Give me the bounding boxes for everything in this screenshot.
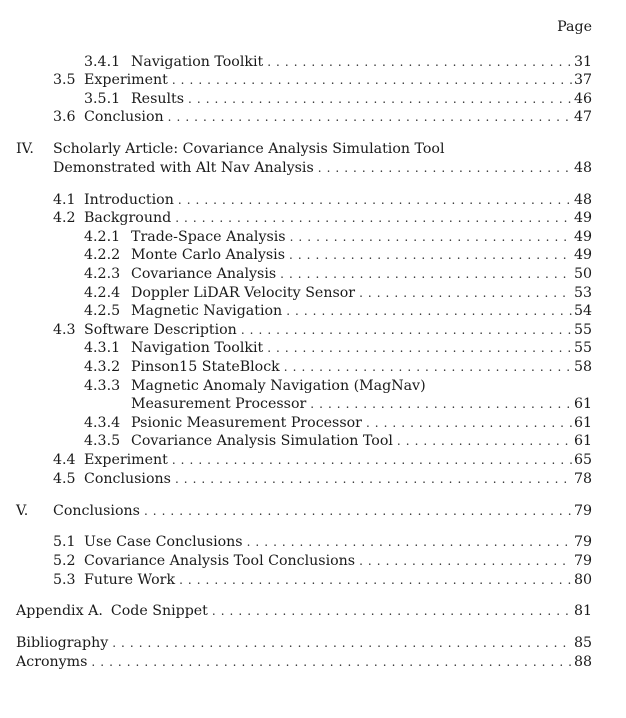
entry-page-number: 78 bbox=[573, 471, 592, 487]
entry-title: Pinson15 StateBlock bbox=[131, 359, 280, 375]
appendix-label: Appendix A. bbox=[16, 603, 103, 619]
toc-entry-4-3-2[interactable] bbox=[84, 358, 592, 377]
chapter-title: Conclusions bbox=[53, 503, 140, 519]
page-column-header: Page bbox=[557, 19, 592, 35]
entry-number: 3.6 bbox=[53, 109, 76, 125]
entry-number: 4.1 bbox=[53, 192, 76, 208]
entry-page-number: 47 bbox=[573, 109, 592, 125]
entry-title: Trade-Space Analysis bbox=[131, 229, 286, 245]
dot-leader bbox=[286, 302, 572, 321]
chapter-title-line1: Scholarly Article: Covariance Analysis Simulation Tool bbox=[53, 141, 445, 157]
entry-page-number: 85 bbox=[573, 635, 592, 651]
entry-number: 5.1 bbox=[53, 534, 76, 550]
toc-appendix-a[interactable] bbox=[16, 602, 592, 621]
entry-title-line1: Magnetic Anomaly Navigation (MagNav) bbox=[131, 378, 426, 394]
entry-number: 4.3 bbox=[53, 322, 76, 338]
toc-entry-3-4-1[interactable] bbox=[84, 53, 592, 72]
entry-number: 4.2.5 bbox=[84, 303, 121, 319]
entry-title: Use Case Conclusions bbox=[84, 534, 243, 550]
toc-chapter-5[interactable] bbox=[16, 502, 592, 521]
entry-number: 4.3.4 bbox=[84, 415, 121, 431]
dot-leader bbox=[247, 533, 572, 552]
dot-leader bbox=[179, 571, 572, 590]
toc-entry-5-2[interactable] bbox=[53, 552, 592, 571]
dot-leader bbox=[310, 395, 572, 414]
entry-page-number: 49 bbox=[573, 229, 592, 245]
entry-number: 3.5 bbox=[53, 72, 76, 88]
entry-page-number: 58 bbox=[573, 359, 592, 375]
entry-title: Experiment bbox=[84, 72, 168, 88]
entry-number: 4.5 bbox=[53, 471, 76, 487]
toc-entry-4-2-5[interactable] bbox=[84, 302, 592, 321]
dot-leader bbox=[359, 284, 572, 303]
dot-leader bbox=[366, 414, 572, 433]
dot-leader bbox=[112, 634, 572, 653]
entry-title-line2: Measurement Processor bbox=[131, 396, 307, 412]
entry-number: 3.5.1 bbox=[84, 91, 121, 107]
dot-leader bbox=[397, 432, 572, 451]
entry-title: Bibliography bbox=[16, 635, 109, 651]
dot-leader bbox=[175, 209, 572, 228]
dot-leader bbox=[91, 653, 572, 672]
entry-page-number: 80 bbox=[573, 572, 592, 588]
toc-acronyms[interactable] bbox=[16, 653, 592, 672]
entry-number: 4.3.1 bbox=[84, 340, 121, 356]
dot-leader bbox=[318, 159, 572, 178]
entry-page-number: 55 bbox=[573, 340, 592, 356]
entry-page-number: 50 bbox=[573, 266, 592, 282]
toc-entry-4-3-5[interactable] bbox=[84, 432, 592, 451]
toc-entry-3-6[interactable] bbox=[53, 108, 592, 127]
entry-page-number: 49 bbox=[573, 210, 592, 226]
entry-title: Covariance Analysis Tool Conclusions bbox=[84, 553, 356, 569]
toc-entry-4-2[interactable] bbox=[53, 209, 592, 228]
entry-page-number: 54 bbox=[573, 303, 592, 319]
entry-number: 4.2.2 bbox=[84, 247, 121, 263]
entry-title: Navigation Toolkit bbox=[131, 54, 264, 70]
toc-bibliography[interactable] bbox=[16, 634, 592, 653]
entry-title: Results bbox=[131, 91, 185, 107]
toc-entry-4-2-3[interactable] bbox=[84, 265, 592, 284]
entry-page-number: 53 bbox=[573, 285, 592, 301]
entry-page-number: 61 bbox=[573, 415, 592, 431]
entry-title: Doppler LiDAR Velocity Sensor bbox=[131, 285, 356, 301]
toc-entry-4-3-3-heading[interactable] bbox=[84, 377, 592, 396]
toc-entry-4-3-1[interactable] bbox=[84, 339, 592, 358]
dot-leader bbox=[290, 228, 572, 247]
entry-title: Magnetic Navigation bbox=[131, 303, 283, 319]
dot-leader bbox=[267, 53, 572, 72]
entry-page-number: 88 bbox=[573, 654, 592, 670]
entry-page-number: 79 bbox=[573, 553, 592, 569]
toc-entry-4-5[interactable] bbox=[53, 470, 592, 489]
entry-title: Covariance Analysis bbox=[131, 266, 277, 282]
dot-leader bbox=[267, 339, 572, 358]
entry-page-number: 49 bbox=[573, 247, 592, 263]
dot-leader bbox=[188, 90, 572, 109]
entry-number: 4.3.2 bbox=[84, 359, 121, 375]
dot-leader bbox=[284, 358, 572, 377]
entry-number: 4.3.5 bbox=[84, 433, 121, 449]
entry-page-number: 48 bbox=[573, 160, 592, 176]
entry-page-number: 46 bbox=[573, 91, 592, 107]
entry-title: Experiment bbox=[84, 452, 168, 468]
chapter-number: V. bbox=[16, 503, 29, 519]
entry-number: 4.4 bbox=[53, 452, 76, 468]
toc-entry-4-2-4[interactable] bbox=[84, 284, 592, 303]
entry-title: Psionic Measurement Processor bbox=[131, 415, 362, 431]
dot-leader bbox=[212, 602, 572, 621]
toc-entry-5-1[interactable] bbox=[53, 533, 592, 552]
entry-page-number: 61 bbox=[573, 396, 592, 412]
entry-number: 4.3.3 bbox=[84, 378, 121, 394]
dot-leader bbox=[280, 265, 572, 284]
toc-entry-4-3-3[interactable] bbox=[131, 395, 592, 414]
entry-number: 4.2.1 bbox=[84, 229, 121, 245]
entry-title: Monte Carlo Analysis bbox=[131, 247, 285, 263]
toc-entry-3-5[interactable] bbox=[53, 71, 592, 90]
toc-chapter-4[interactable] bbox=[53, 159, 592, 178]
entry-page-number: 61 bbox=[573, 433, 592, 449]
entry-page-number: 48 bbox=[573, 192, 592, 208]
entry-title: Code Snippet bbox=[110, 603, 208, 619]
dot-leader bbox=[168, 108, 572, 127]
dot-leader bbox=[172, 71, 572, 90]
toc-entry-4-2-2[interactable] bbox=[84, 246, 592, 265]
entry-title: Navigation Toolkit bbox=[131, 340, 264, 356]
entry-title: Conclusion bbox=[84, 109, 164, 125]
dot-leader bbox=[289, 246, 572, 265]
entry-page-number: 37 bbox=[573, 72, 592, 88]
toc-entry-4-3[interactable] bbox=[53, 321, 592, 340]
toc-entry-3-5-1[interactable] bbox=[84, 90, 592, 109]
entry-title: Background bbox=[84, 210, 172, 226]
dot-leader bbox=[172, 451, 572, 470]
toc-chapter-4-heading[interactable] bbox=[16, 140, 592, 159]
entry-page-number: 79 bbox=[573, 534, 592, 550]
entry-page-number: 81 bbox=[573, 603, 592, 619]
entry-title: Conclusions bbox=[84, 471, 171, 487]
dot-leader bbox=[241, 321, 572, 340]
toc-entry-4-3-4[interactable] bbox=[84, 414, 592, 433]
chapter-title-line2: Demonstrated with Alt Nav Analysis bbox=[53, 160, 314, 176]
entry-number: 4.2.3 bbox=[84, 266, 121, 282]
entry-title: Software Description bbox=[84, 322, 237, 338]
entry-page-number: 31 bbox=[573, 54, 592, 70]
dot-leader bbox=[144, 502, 572, 521]
entry-page-number: 65 bbox=[573, 452, 592, 468]
entry-number: 3.4.1 bbox=[84, 54, 121, 70]
toc-entry-4-2-1[interactable] bbox=[84, 228, 592, 247]
toc-entry-4-4[interactable] bbox=[53, 451, 592, 470]
entry-number: 4.2.4 bbox=[84, 285, 121, 301]
entry-number: 5.3 bbox=[53, 572, 76, 588]
entry-title: Covariance Analysis Simulation Tool bbox=[131, 433, 393, 449]
toc-entry-4-1[interactable] bbox=[53, 191, 592, 210]
entry-number: 4.2 bbox=[53, 210, 76, 226]
chapter-number: IV. bbox=[16, 141, 34, 157]
toc-entry-5-3[interactable] bbox=[53, 571, 592, 590]
entry-page-number: 55 bbox=[573, 322, 592, 338]
dot-leader bbox=[175, 470, 572, 489]
entry-page-number: 79 bbox=[573, 503, 592, 519]
entry-title: Acronyms bbox=[16, 654, 88, 670]
entry-number: 5.2 bbox=[53, 553, 76, 569]
entry-title: Future Work bbox=[84, 572, 176, 588]
dot-leader bbox=[178, 191, 572, 210]
entry-title: Introduction bbox=[84, 192, 174, 208]
dot-leader bbox=[359, 552, 572, 571]
